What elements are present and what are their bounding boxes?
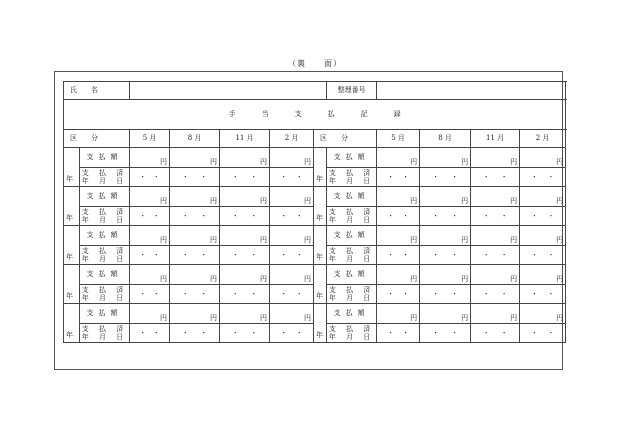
date-separator: ・ bbox=[181, 250, 189, 259]
paid-date-field[interactable] bbox=[377, 207, 420, 226]
paid-date-field[interactable] bbox=[170, 207, 220, 226]
paid-date-field[interactable] bbox=[130, 324, 170, 343]
date-separator: ・ bbox=[402, 211, 410, 220]
paid-date-field[interactable] bbox=[471, 207, 520, 226]
page-caption: （裏 面） bbox=[288, 59, 342, 68]
date-separator: ・ bbox=[387, 250, 395, 259]
paid-date-field[interactable] bbox=[471, 246, 520, 265]
paid-label-bottom: 年 月 日 bbox=[328, 294, 375, 302]
date-separator: ・ bbox=[432, 172, 440, 181]
amount-field[interactable]: 円 bbox=[420, 148, 471, 168]
amount-field[interactable]: 円 bbox=[471, 304, 520, 324]
paid-date-field[interactable] bbox=[270, 168, 314, 187]
amount-field[interactable]: 円 bbox=[377, 265, 420, 285]
paid-label-bottom: 年 月 日 bbox=[81, 333, 128, 341]
year-cell[interactable]: 年 bbox=[314, 226, 327, 265]
month-header: 2 月 bbox=[520, 130, 566, 148]
form-title: 手当支払記録 bbox=[64, 100, 566, 130]
paid-date-field[interactable] bbox=[170, 324, 220, 343]
date-separator: ・ bbox=[482, 250, 490, 259]
amount-label: 支払額 bbox=[327, 148, 377, 168]
paid-date-field[interactable] bbox=[130, 285, 170, 304]
date-separator: ・ bbox=[530, 328, 538, 337]
date-separator: ・ bbox=[250, 172, 258, 181]
date-separator: ・ bbox=[432, 211, 440, 220]
date-separator: ・ bbox=[250, 289, 258, 298]
name-label-cell bbox=[64, 82, 130, 100]
amount-field[interactable]: 円 bbox=[377, 304, 420, 324]
paid-date-field[interactable] bbox=[130, 207, 170, 226]
date-separator: ・ bbox=[139, 172, 147, 181]
date-separator: ・ bbox=[451, 250, 459, 259]
amount-field[interactable]: 円 bbox=[130, 265, 170, 285]
date-separator: ・ bbox=[295, 211, 303, 220]
amount-field[interactable]: 円 bbox=[270, 148, 314, 168]
amount-label: 支払額 bbox=[80, 226, 130, 246]
amount-field[interactable]: 円 bbox=[270, 304, 314, 324]
date-separator: ・ bbox=[295, 172, 303, 181]
year-cell[interactable]: 年 bbox=[64, 226, 80, 265]
paid-date-field[interactable] bbox=[377, 246, 420, 265]
month-header: 8 月 bbox=[420, 130, 471, 148]
amount-label: 支払額 bbox=[327, 187, 377, 207]
paid-date-label bbox=[80, 285, 130, 304]
section-label-text: 区 分 bbox=[70, 134, 98, 142]
amount-field[interactable]: 円 bbox=[270, 226, 314, 246]
date-separator: ・ bbox=[451, 328, 459, 337]
date-separator: ・ bbox=[547, 211, 555, 220]
paid-label-bottom: 年 月 日 bbox=[81, 255, 128, 263]
date-separator: ・ bbox=[280, 211, 288, 220]
paid-date-field[interactable] bbox=[520, 285, 566, 304]
paid-label-top: 支 払 済 bbox=[328, 169, 375, 177]
amount-label: 支払額 bbox=[80, 148, 130, 168]
date-separator: ・ bbox=[200, 328, 208, 337]
date-separator: ・ bbox=[387, 289, 395, 298]
amount-field[interactable]: 円 bbox=[170, 265, 220, 285]
amount-field[interactable]: 円 bbox=[170, 304, 220, 324]
date-separator: ・ bbox=[152, 250, 160, 259]
paid-date-label bbox=[80, 168, 130, 187]
amount-field[interactable]: 円 bbox=[471, 187, 520, 207]
paid-date-field[interactable] bbox=[471, 285, 520, 304]
amount-field[interactable]: 円 bbox=[471, 148, 520, 168]
amount-field[interactable]: 円 bbox=[220, 148, 270, 168]
paid-date-field[interactable] bbox=[377, 168, 420, 187]
year-cell[interactable]: 年 bbox=[64, 304, 80, 343]
paid-date-field[interactable] bbox=[420, 168, 471, 187]
date-separator: ・ bbox=[432, 289, 440, 298]
date-separator: ・ bbox=[432, 250, 440, 259]
date-separator: ・ bbox=[139, 250, 147, 259]
paid-date-field[interactable] bbox=[420, 324, 471, 343]
date-separator: ・ bbox=[295, 328, 303, 337]
date-separator: ・ bbox=[402, 328, 410, 337]
paid-date-label bbox=[327, 285, 377, 304]
date-separator: ・ bbox=[280, 172, 288, 181]
year-cell[interactable]: 年 bbox=[314, 148, 327, 187]
amount-field[interactable]: 円 bbox=[130, 187, 170, 207]
amount-field[interactable]: 円 bbox=[130, 226, 170, 246]
amount-field[interactable]: 円 bbox=[270, 265, 314, 285]
amount-field[interactable]: 円 bbox=[520, 226, 566, 246]
date-separator: ・ bbox=[530, 250, 538, 259]
name-label: 氏 名 bbox=[70, 86, 98, 94]
paid-date-field[interactable] bbox=[170, 246, 220, 265]
paid-date-label bbox=[327, 207, 377, 226]
date-separator: ・ bbox=[139, 289, 147, 298]
paid-label-top: 支 払 済 bbox=[328, 247, 375, 255]
paid-date-label bbox=[327, 168, 377, 187]
date-separator: ・ bbox=[482, 328, 490, 337]
amount-field[interactable]: 円 bbox=[270, 187, 314, 207]
amount-field[interactable]: 円 bbox=[130, 304, 170, 324]
date-separator: ・ bbox=[500, 289, 508, 298]
date-separator: ・ bbox=[200, 211, 208, 220]
amount-row bbox=[64, 148, 566, 168]
date-separator: ・ bbox=[482, 172, 490, 181]
date-separator: ・ bbox=[200, 172, 208, 181]
paid-label-top: 支 払 済 bbox=[81, 286, 128, 294]
date-separator: ・ bbox=[280, 289, 288, 298]
date-separator: ・ bbox=[402, 172, 410, 181]
paid-label-top: 支 払 済 bbox=[81, 208, 128, 216]
date-separator: ・ bbox=[280, 250, 288, 259]
date-separator: ・ bbox=[295, 250, 303, 259]
paid-date-label bbox=[80, 207, 130, 226]
number-field[interactable] bbox=[377, 82, 566, 100]
paid-label-top: 支 払 済 bbox=[81, 325, 128, 333]
date-separator: ・ bbox=[451, 172, 459, 181]
date-separator: ・ bbox=[451, 211, 459, 220]
date-separator: ・ bbox=[547, 172, 555, 181]
year-cell[interactable]: 年 bbox=[314, 304, 327, 343]
paid-label-bottom: 年 月 日 bbox=[81, 177, 128, 185]
number-label: 整理番号 bbox=[327, 82, 377, 100]
paid-label-bottom: 年 月 日 bbox=[328, 216, 375, 224]
paid-date-label bbox=[80, 324, 130, 343]
amount-field[interactable]: 円 bbox=[377, 187, 420, 207]
date-separator: ・ bbox=[500, 172, 508, 181]
title-row bbox=[64, 100, 566, 130]
paid-label-top: 支 払 済 bbox=[328, 286, 375, 294]
date-separator: ・ bbox=[547, 250, 555, 259]
paid-date-field[interactable] bbox=[420, 246, 471, 265]
amount-row bbox=[64, 226, 566, 246]
amount-field[interactable]: 円 bbox=[130, 148, 170, 168]
paid-date-field[interactable] bbox=[520, 324, 566, 343]
date-separator: ・ bbox=[181, 328, 189, 337]
section-label bbox=[314, 130, 377, 148]
paid-date-field[interactable] bbox=[220, 324, 270, 343]
date-separator: ・ bbox=[500, 211, 508, 220]
date-separator: ・ bbox=[280, 328, 288, 337]
paid-date-field[interactable] bbox=[170, 168, 220, 187]
header-row bbox=[64, 82, 566, 100]
date-separator: ・ bbox=[231, 250, 239, 259]
paid-date-field[interactable] bbox=[520, 168, 566, 187]
date-separator: ・ bbox=[231, 328, 239, 337]
month-header: 8 月 bbox=[170, 130, 220, 148]
amount-row bbox=[64, 265, 566, 285]
amount-field[interactable]: 円 bbox=[377, 226, 420, 246]
date-separator: ・ bbox=[181, 289, 189, 298]
paid-date-field[interactable] bbox=[270, 207, 314, 226]
paid-label-top: 支 払 済 bbox=[81, 169, 128, 177]
date-separator: ・ bbox=[200, 289, 208, 298]
paid-date-field[interactable] bbox=[130, 246, 170, 265]
date-separator: ・ bbox=[231, 289, 239, 298]
date-separator: ・ bbox=[547, 328, 555, 337]
date-separator: ・ bbox=[387, 328, 395, 337]
date-separator: ・ bbox=[402, 250, 410, 259]
amount-field[interactable]: 円 bbox=[520, 148, 566, 168]
paid-date-field[interactable] bbox=[220, 207, 270, 226]
date-separator: ・ bbox=[231, 172, 239, 181]
paid-date-field[interactable] bbox=[471, 168, 520, 187]
column-header-row bbox=[64, 130, 566, 148]
amount-field[interactable]: 円 bbox=[520, 304, 566, 324]
paid-date-field[interactable] bbox=[420, 285, 471, 304]
date-separator: ・ bbox=[387, 172, 395, 181]
date-separator: ・ bbox=[530, 211, 538, 220]
amount-label: 支払額 bbox=[80, 304, 130, 324]
amount-field[interactable]: 円 bbox=[420, 304, 471, 324]
date-separator: ・ bbox=[250, 328, 258, 337]
year-cell[interactable]: 年 bbox=[64, 148, 80, 187]
paid-label-bottom: 年 月 日 bbox=[328, 333, 375, 341]
section-label-text: 区 分 bbox=[320, 134, 349, 142]
date-separator: ・ bbox=[181, 172, 189, 181]
amount-label: 支払額 bbox=[80, 265, 130, 285]
date-separator: ・ bbox=[250, 211, 258, 220]
amount-field[interactable]: 円 bbox=[420, 265, 471, 285]
paid-date-label bbox=[80, 246, 130, 265]
month-header: 11 月 bbox=[471, 130, 520, 148]
amount-field[interactable]: 円 bbox=[471, 265, 520, 285]
amount-label: 支払額 bbox=[327, 304, 377, 324]
date-separator: ・ bbox=[250, 250, 258, 259]
amount-field[interactable]: 円 bbox=[520, 265, 566, 285]
amount-label: 支払額 bbox=[80, 187, 130, 207]
date-separator: ・ bbox=[139, 328, 147, 337]
amount-field[interactable]: 円 bbox=[420, 226, 471, 246]
date-separator: ・ bbox=[200, 250, 208, 259]
paid-date-field[interactable] bbox=[170, 285, 220, 304]
paid-date-field[interactable] bbox=[220, 285, 270, 304]
date-separator: ・ bbox=[451, 289, 459, 298]
amount-field[interactable]: 円 bbox=[420, 187, 471, 207]
paid-date-label bbox=[327, 246, 377, 265]
paid-date-field[interactable] bbox=[220, 168, 270, 187]
paid-date-field[interactable] bbox=[520, 246, 566, 265]
paid-date-field[interactable] bbox=[520, 207, 566, 226]
paid-date-field[interactable] bbox=[420, 207, 471, 226]
amount-field[interactable]: 円 bbox=[220, 187, 270, 207]
amount-field[interactable]: 円 bbox=[471, 226, 520, 246]
date-separator: ・ bbox=[482, 289, 490, 298]
date-separator: ・ bbox=[152, 289, 160, 298]
paid-label-top: 支 払 済 bbox=[328, 325, 375, 333]
date-separator: ・ bbox=[530, 289, 538, 298]
year-cell[interactable]: 年 bbox=[64, 187, 80, 226]
paid-date-field[interactable] bbox=[270, 285, 314, 304]
paid-date-field[interactable] bbox=[377, 285, 420, 304]
amount-row bbox=[64, 187, 566, 207]
month-header: 11 月 bbox=[220, 130, 270, 148]
amount-field[interactable]: 円 bbox=[520, 187, 566, 207]
paid-date-field[interactable] bbox=[270, 246, 314, 265]
paid-date-label bbox=[327, 324, 377, 343]
paid-date-field[interactable] bbox=[130, 168, 170, 187]
date-separator: ・ bbox=[482, 211, 490, 220]
year-cell[interactable]: 年 bbox=[314, 187, 327, 226]
date-separator: ・ bbox=[530, 172, 538, 181]
amount-label: 支払額 bbox=[327, 226, 377, 246]
paid-label-top: 支 払 済 bbox=[328, 208, 375, 216]
year-cell[interactable]: 年 bbox=[64, 265, 80, 304]
date-separator: ・ bbox=[547, 289, 555, 298]
paid-date-field[interactable] bbox=[270, 324, 314, 343]
amount-field[interactable]: 円 bbox=[220, 226, 270, 246]
month-header: 5 月 bbox=[377, 130, 420, 148]
date-separator: ・ bbox=[152, 328, 160, 337]
date-separator: ・ bbox=[500, 250, 508, 259]
year-cell[interactable]: 年 bbox=[314, 265, 327, 304]
amount-field[interactable]: 円 bbox=[170, 187, 220, 207]
date-separator: ・ bbox=[402, 289, 410, 298]
amount-field[interactable]: 円 bbox=[377, 148, 420, 168]
section-label bbox=[64, 130, 130, 148]
date-separator: ・ bbox=[432, 328, 440, 337]
paid-label-bottom: 年 月 日 bbox=[81, 294, 128, 302]
paid-date-field[interactable] bbox=[377, 324, 420, 343]
paid-date-field[interactable] bbox=[471, 324, 520, 343]
paid-label-bottom: 年 月 日 bbox=[328, 177, 375, 185]
date-separator: ・ bbox=[139, 211, 147, 220]
amount-field[interactable]: 円 bbox=[220, 304, 270, 324]
date-separator: ・ bbox=[500, 328, 508, 337]
date-separator: ・ bbox=[231, 211, 239, 220]
amount-field[interactable]: 円 bbox=[170, 226, 220, 246]
date-separator: ・ bbox=[295, 289, 303, 298]
date-separator: ・ bbox=[152, 172, 160, 181]
paid-label-top: 支 払 済 bbox=[81, 247, 128, 255]
name-field[interactable] bbox=[130, 82, 327, 100]
month-header: 2 月 bbox=[270, 130, 314, 148]
paid-date-field[interactable] bbox=[220, 246, 270, 265]
date-separator: ・ bbox=[387, 211, 395, 220]
amount-row bbox=[64, 304, 566, 324]
month-header: 5 月 bbox=[130, 130, 170, 148]
payment-record-form bbox=[63, 81, 566, 343]
date-separator: ・ bbox=[181, 211, 189, 220]
paid-label-bottom: 年 月 日 bbox=[328, 255, 375, 263]
amount-field[interactable]: 円 bbox=[220, 265, 270, 285]
paid-label-bottom: 年 月 日 bbox=[81, 216, 128, 224]
amount-field[interactable]: 円 bbox=[170, 148, 220, 168]
date-separator: ・ bbox=[152, 211, 160, 220]
amount-label: 支払額 bbox=[327, 265, 377, 285]
